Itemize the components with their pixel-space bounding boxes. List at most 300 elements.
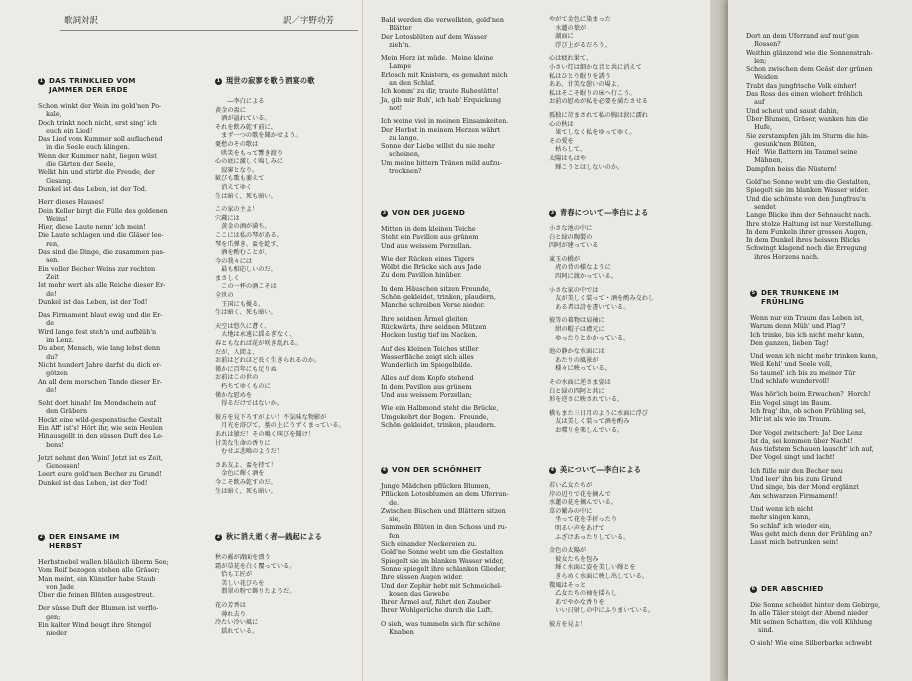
text-line: 太陽はもはや	[549, 154, 587, 162]
text-line: Über die feinen Blüten ausgestreut.	[38, 591, 155, 600]
text-line: de.	[381, 498, 400, 507]
text-line: Manche schreiben Verse nieder.	[381, 301, 486, 310]
text-line: その愛を	[549, 137, 574, 145]
text-line: Knaben	[381, 628, 414, 637]
text-line: むせぶ悲鳴のようだ！	[215, 448, 284, 456]
text-line: Hier, diese Laute nenn' ich mein!	[38, 223, 146, 232]
text-line: Seht dort hinab! Im Mondschein auf	[38, 399, 156, 408]
text-line: 友は美しく装って酒を酌み	[549, 418, 630, 426]
text-line: Welkt hin und stirbt die Freude, der	[38, 168, 155, 177]
text-line: auf	[746, 98, 765, 107]
text-line: Zu dem Pavillon hinüber.	[381, 271, 462, 280]
text-line: an den Schlaf.	[381, 79, 436, 88]
text-line: Rückwärts, ihre seidnen Mützen	[381, 322, 487, 331]
text-line: 甘美な生命の香りに	[215, 439, 271, 447]
text-line: 哄笑をもって響き渡り	[215, 149, 284, 157]
text-line: Vom Reif bezogen stehen alle Gräser;	[38, 566, 160, 575]
text-line: Dein Keller birgt die Fülle des goldenen	[38, 206, 168, 215]
text-line: Dunkel ist das Leben, ist der Tod!	[38, 478, 148, 487]
text-line: Der Lotosblüten auf dem Wasser	[381, 32, 488, 41]
text-line: Weil Kehl' und Seele voll,	[750, 360, 833, 369]
sec4-german-lines	[381, 482, 541, 636]
text-line: So taumel' ich bis zu meiner Tür	[750, 368, 856, 377]
text-line: sen.	[38, 256, 60, 265]
text-line: 坐って花を手折ったり	[549, 516, 618, 524]
text-line: 浮び上がるだろう。	[549, 41, 611, 49]
text-line: 秋の霧が湖面を漂う	[215, 554, 271, 561]
text-line: Und schlafe wundervoll!	[750, 377, 830, 386]
section-number-badge: 4	[382, 466, 387, 473]
text-line: 生は暗く、死も暗い。	[215, 487, 277, 495]
text-line: Gold'ne Sonne webt um die Gestalten	[381, 548, 504, 557]
text-line: ―李白による	[215, 98, 265, 105]
sec4-title: 4 VON DER SCHÖNHEIT	[382, 465, 482, 474]
sec1-japanese-lines	[215, 93, 355, 496]
text-line: In dem Häuschen sitzen Freunde,	[381, 284, 491, 293]
text-line: Sammeln Blüten in den Schoss und ru-	[381, 523, 508, 532]
text-line: まず一つの歌を聞かせよう。	[215, 132, 302, 140]
text-line: zieh'n.	[381, 40, 411, 49]
text-line: 私はそこそ眠りの床へ行こう。	[549, 89, 636, 97]
text-line: 輝く水面に姿を美しい輝とを	[549, 564, 636, 572]
text-line: Dunkel ist das Leben, ist der Tod.	[38, 184, 147, 193]
text-line: 月光を浴びて、墓の上にうずくまっている。	[215, 422, 345, 430]
text-line: Ein voller Becher Weins zur rechten	[38, 264, 156, 273]
text-line: Ist mehr wert als alle Reiche dieser Er-	[38, 281, 166, 290]
text-line: Bald werden die verwelkten, gold'nen	[381, 16, 504, 24]
text-line: mehr singen kann,	[750, 513, 811, 522]
text-line: götzen	[38, 369, 68, 378]
text-line: 琴を爪弾き、盃を乾す、	[215, 240, 283, 248]
section-number-badge: 2	[39, 533, 44, 540]
header-left: 歌詞対訳	[64, 16, 99, 26]
section-number-badge: 5	[751, 289, 756, 296]
text-line: いい日射しの中にふりまいている。	[549, 607, 655, 615]
sec1-title: 1 DAS TRINKLIED VOM JAMMER DER ERDE	[39, 76, 136, 94]
text-line: ren,	[38, 239, 60, 248]
text-line: Mitten in dem kleinen Teiche	[381, 225, 476, 233]
text-line: Der süsse Duft der Blumen ist verflo-	[38, 604, 159, 613]
text-line: 明るい声をあげて	[549, 524, 605, 532]
text-line: 歓びも歌も萎えて	[215, 175, 265, 183]
text-line: ここには私の琴がある。	[215, 231, 284, 239]
text-line: Ein Aff' ist's! Hört ihr, wie sein Heulen	[38, 423, 163, 432]
text-line: この家の主よ！	[215, 206, 259, 214]
text-line: in die Seele euch klingen.	[38, 143, 130, 152]
text-line: 大地は永遠に揺るぎなく、	[215, 331, 296, 339]
text-line: Gesang.	[38, 176, 73, 185]
text-line: 最も相応しいのだ。	[215, 266, 277, 274]
text-line: Dort an dem Uferrand auf mut'gen	[746, 32, 860, 40]
text-line: 四阿に渡かっている。	[549, 272, 618, 280]
text-line: 今こそ飲み乾すのだ。	[215, 478, 277, 486]
text-line: kosen das Gewebe	[381, 589, 450, 598]
sec6-title: 6 DER ABSCHIED	[751, 584, 824, 593]
text-line: Mähnen,	[746, 156, 783, 165]
text-line: Wunderlich im Spiegelbilde.	[381, 361, 473, 370]
text-line: まさしく	[215, 274, 240, 282]
text-line: Wie der Rücken eines Tigers	[381, 254, 475, 263]
continued-german	[381, 16, 541, 175]
text-line: Genossen!	[38, 462, 81, 471]
text-line: 輝こうとはしないのか。	[549, 163, 624, 171]
section-number-badge: 6	[751, 585, 756, 592]
text-line: 湖面に	[549, 33, 574, 41]
text-line: 天空は悠久に蒼く、	[215, 322, 271, 330]
text-line: 金色の太陽が	[549, 547, 587, 555]
text-line: 四阿が建っている	[549, 242, 599, 250]
text-line: Herbstnebel wallen bläulich überm See;	[38, 558, 169, 566]
text-line: len;	[746, 56, 767, 65]
sec2-japanese	[215, 532, 355, 636]
text-line: Doch trinkt noch nicht, erst sing' ich	[38, 118, 157, 127]
text-line: Sie zerstampfen jäh im Sturm die hin-	[746, 131, 870, 140]
text-line: euch ein Lied!	[38, 126, 93, 135]
text-line: Und wenn ich nicht	[750, 504, 814, 513]
text-line: 寂寥となり。	[215, 166, 259, 174]
text-line: 形を逆さに映されている。	[549, 396, 624, 404]
text-line: Sich einander Neckereien zu.	[381, 540, 477, 549]
text-line: Warum denn Müh' und Plag'?	[750, 322, 846, 331]
text-line: Wenn der Kummer naht, liegen wüst	[38, 151, 157, 160]
text-line: 水蓮の葉が	[549, 24, 587, 32]
text-line: Über Blumen, Gräser, wanken hin die	[746, 114, 869, 123]
text-line: Dampfen heiss die Nüstern!	[746, 164, 837, 173]
text-line: Gold'ne Sonne webt um die Gestalten,	[746, 178, 871, 187]
text-line: 小さな池の中に	[549, 225, 593, 232]
text-line: Weins!	[38, 214, 68, 223]
section-number-badge: 3	[550, 209, 555, 216]
text-line: von Jade	[38, 582, 74, 591]
sec4-jp-title: 4 美について―李白による	[550, 465, 642, 474]
text-line: im Lenz.	[38, 336, 74, 345]
section-number-badge: 1	[216, 77, 221, 84]
text-line: de	[38, 319, 54, 328]
text-line: 枯らして、	[549, 146, 587, 154]
sec2-german	[38, 532, 206, 638]
sec1-japanese	[215, 76, 355, 496]
text-line: 霜が草花を白く覆っている。	[215, 562, 296, 570]
text-line: さあ友よ、盃を持て！	[215, 461, 277, 469]
text-line: Pflücken Lotosblumen an dem Uferran-	[381, 490, 509, 499]
text-line: 白と緑の陶製の	[549, 233, 593, 241]
text-line: 私はひとり眠りを誘う	[549, 72, 611, 80]
text-line: 乙女たちの袖を揺らし	[549, 590, 618, 598]
text-line: scheinen,	[381, 150, 420, 159]
text-line: Weithin glänzend wie die Sonnenstrah-	[746, 48, 873, 57]
sec1-jp-title: 1 現世の寂寥を歌う酒宴の歌	[216, 76, 315, 85]
text-line: 紺の帽子は襟元に	[549, 325, 605, 333]
text-line: Schwingt klagend noch die Erregung	[746, 244, 867, 253]
sec3-japanese	[549, 208, 699, 435]
text-line: Wenn nur ein Traum das Leben ist,	[750, 314, 864, 322]
text-line: Und wenn ich nicht mehr trinken kann,	[750, 352, 878, 361]
text-line: nieder	[38, 629, 67, 638]
sec6-german	[750, 584, 910, 647]
text-line: Ich fülle mir den Becher neu	[750, 466, 843, 475]
sec3-jp-title: 3 青春について―李白による	[550, 208, 649, 217]
text-line: Das sind die Dinge, die zusammen pas-	[38, 248, 165, 257]
text-line: Und leer' ihn bis zum Grund	[750, 475, 842, 484]
text-line: 彼方を見下ろすがよい！不気味な物影が	[215, 413, 327, 421]
page-right	[728, 0, 912, 681]
text-line: Jetzt nehmt den Wein! Jetzt ist es Zeit,	[38, 453, 163, 462]
text-line: Mir ist als wie im Traum.	[750, 415, 832, 424]
text-line: Sonne spiegelt ihre schlanken Glieder,	[381, 564, 506, 573]
text-line: Die Laute schlagen und die Gläser lee-	[38, 231, 164, 240]
text-line: 全世の	[215, 292, 234, 300]
text-line: お前の慰めが私を必要を満たさせる	[549, 98, 648, 106]
text-line: In dem Funkeln ihrer grossen Augen,	[746, 227, 868, 236]
text-line: 虎の背の様なように	[549, 264, 611, 272]
text-line: Ihrer Wohlgerüche durch die Luft.	[381, 606, 493, 615]
header-right: 訳／宇野功芳	[283, 16, 335, 26]
text-line: Ihre stolze Haltung ist nur Verstellung.	[746, 219, 873, 228]
text-line: 彼女たちを包み	[549, 555, 599, 563]
text-line: 金色に輝く酒を	[215, 470, 265, 478]
text-line: Schön gekleidet, trinken, plaudern.	[381, 420, 496, 429]
text-line: 揺れている。	[215, 627, 259, 635]
text-line: 穴蔵には	[215, 214, 240, 222]
text-line: Trabt das jungfrische Volk einher!	[746, 81, 857, 90]
text-line: Der Vogel singt und lacht!	[750, 453, 835, 462]
text-line: 酒が溢れている。	[215, 115, 271, 123]
text-line: 池の静かな水面には	[549, 348, 605, 356]
continued-german-lines	[381, 16, 541, 175]
text-line: Schon zwischen dem Geäst der grünen	[746, 65, 873, 74]
text-line: die Gärten der Seele,	[38, 160, 116, 169]
text-line: あたりの風景が	[549, 356, 599, 364]
text-line: Steht ein Pavillon aus grünem	[381, 233, 479, 242]
text-line: 花の芳香は	[215, 601, 246, 609]
text-line: Ein Vogel singt im Baum.	[750, 398, 832, 407]
text-line: 小さい灯は細かな音と共に消えて	[549, 63, 642, 71]
text-line: zu lange.	[381, 133, 419, 142]
text-line: Weiden	[746, 73, 778, 82]
section-number-badge: 1	[39, 77, 44, 84]
text-line: 僅かな慰めを	[215, 391, 253, 399]
text-line: Mein Herz ist müde. Meine kleine	[381, 54, 494, 63]
text-line: Schön gekleidet, trinken, plaudern,	[381, 293, 496, 302]
text-line: 東玉の橋が	[549, 255, 580, 263]
text-line: In alle Täler steigt der Abend nieder	[750, 609, 869, 618]
text-line: 友が美しく装って・酒を酌み交わし	[549, 295, 655, 303]
text-line: Was hör'ich beim Erwachen? Horch!	[750, 390, 871, 399]
text-line: 心の秋は	[549, 120, 574, 128]
text-line: その水面に逆さま姿は	[549, 378, 611, 386]
section-number-badge: 3	[382, 209, 387, 216]
text-line: de!	[38, 289, 57, 298]
text-line: Dunkel ist das Leben, ist der Tod!	[38, 297, 148, 306]
header-rule	[60, 30, 358, 31]
text-line: Herr dieses Hauses!	[38, 198, 105, 207]
text-line: Das Ross des einen wiehert fröhlich	[746, 90, 863, 99]
text-line: Alles auf dem Kopfe stehend	[381, 374, 474, 383]
text-line: 恰も工匠が	[215, 571, 253, 579]
page-left	[0, 0, 362, 681]
text-line: Der Herbst in meinem Herzen währt	[381, 125, 501, 134]
text-line: Aus tiefstem Schauen lauscht' ich auf,	[750, 445, 874, 454]
text-line: 薄れ去り	[215, 610, 246, 618]
text-line: それを飲み乾す前に、	[215, 123, 277, 131]
text-line: Und der Zephir hebt mit Schmeichel-	[381, 581, 503, 590]
text-line: 彼方を見よ！	[549, 620, 587, 628]
text-line: sendet	[746, 202, 776, 211]
text-line: お喋りを楽しんでいる。	[549, 426, 624, 434]
text-line: Man meint, ein Künstler habe Staub	[38, 574, 156, 583]
text-line: Du aber, Mensch, wie lang lebst denn	[38, 344, 161, 353]
text-line: sie,	[381, 515, 401, 524]
sec5-german-lines	[750, 314, 910, 546]
sec4-japanese	[549, 465, 699, 630]
sec2-title: 2 DER EINSAME IM HERBST	[39, 532, 120, 550]
text-line: 春ともなれば花が咲き乱れる。	[215, 340, 302, 348]
text-line: Lampe	[381, 62, 412, 71]
text-line: Zwischen Büschen und Blättern sitzen	[381, 506, 506, 515]
text-line: 橋もまた三日月のように水面に浮び	[549, 409, 648, 417]
text-line: お前はこの世の	[215, 374, 259, 382]
section-number-badge: 2	[216, 533, 221, 540]
text-line: Und scheut und saust dahin,	[746, 106, 839, 115]
sec4-german	[381, 465, 541, 636]
binding-gutter	[710, 0, 728, 681]
text-line: 水蓮の花を摘んでいる。	[549, 499, 618, 507]
text-line: あれは猿だ！その鳴く叫びを聞け！	[215, 430, 314, 438]
sec3-japanese-lines	[549, 225, 699, 435]
text-line: Junge Mädchen pflücken Blumen,	[381, 482, 491, 490]
text-line: 酒を酌むことが、	[215, 249, 271, 257]
text-line: 心の底に激しく嗚しみに	[215, 158, 284, 166]
text-line: Ist da, sei kommen über Nacht!	[750, 436, 853, 445]
text-line: den Gräbern	[38, 407, 88, 416]
text-line: Und aus weissem Porzellan.	[381, 241, 472, 250]
text-line: Spiegelt sie im blanken Wasser wider,	[381, 556, 504, 565]
text-line: In dem Dunkel ihres heissen Blicks	[746, 236, 860, 245]
text-line: Hocken lustig tief im Nacken.	[381, 331, 478, 340]
text-line: Den ganzen, lieben Tag!	[750, 338, 829, 347]
text-line: 消えてゆく	[215, 183, 253, 191]
text-line: だが、人間よ、	[215, 348, 259, 356]
text-line: ある者は詩を書いている。	[549, 303, 630, 311]
text-line: O sieh, was tummeln sich für schöne	[381, 619, 501, 628]
text-line: 草の繁みの中に	[549, 507, 593, 515]
sec2-german-lines	[38, 558, 206, 638]
text-line: Erlosch mit Knistern, es gemahnt mich	[381, 70, 508, 79]
section-number-badge: 4	[550, 466, 555, 473]
text-line: Zeit	[38, 272, 59, 281]
text-line: Wie ein Halbmond steht die Brücke,	[381, 404, 499, 413]
text-line: 美しい花びらを	[215, 579, 265, 587]
text-line: trocknen?	[381, 167, 422, 176]
text-line: 彼等の着物は肩袖に	[549, 317, 605, 325]
text-line: Und die schönste von den Jungfrau'n	[746, 194, 866, 203]
text-line: sind.	[750, 625, 774, 634]
text-line: 心は疲れ果て、	[549, 55, 593, 63]
text-line: Das Lied vom Kummer soll auflachend	[38, 135, 163, 144]
text-line: 様々に映っている。	[549, 365, 611, 373]
text-line: Um meine bittern Tränen mild aufzu-	[381, 158, 502, 167]
text-line: 黄金の盃に	[215, 106, 246, 114]
text-line: ふざけあったりしている。	[549, 533, 630, 541]
text-line: Hei! Wie flattern im Taumel seine	[746, 148, 858, 157]
text-line: 生は暗く、死も暗い。	[215, 309, 277, 317]
text-line: Ich trinke, bis ich nicht mehr kann,	[750, 330, 865, 339]
text-line: Leert eure gold'nen Becher zu Grund!	[38, 470, 162, 479]
text-line: 孤独に苛まされて私の胸は涙に濡れ	[549, 111, 648, 119]
text-line: Nicht hundert Jahre darfst du dich er-	[38, 360, 162, 369]
text-line: お前はどれほど長く生きられるのか。	[215, 357, 321, 365]
text-line: kale,	[38, 110, 62, 119]
text-line: 憂愁のその歌は	[215, 140, 259, 148]
text-line: fen	[381, 531, 400, 540]
text-line: Ihrer Ärmel auf, führt den Zauber	[381, 598, 491, 607]
text-line: Umgekehrt der Bogen. Freunde,	[381, 412, 489, 421]
text-line: 若い乙女たちが	[549, 482, 593, 489]
continued-german-right	[746, 32, 910, 261]
text-line: Was geht mich denn der Frühling an?	[750, 529, 873, 538]
text-line: 王国にも優る、	[215, 300, 265, 308]
text-line: Mit seinen Schatten, die voll Kühlung	[750, 617, 873, 626]
text-line: Und aus weissem Porzellan;	[381, 391, 472, 400]
text-line: Schon winkt der Wein im gold'nen Po-	[38, 102, 162, 110]
sec2-jp-title: 2 秋に消え逝く者―銭起による	[216, 532, 323, 541]
sec5-german	[750, 288, 910, 546]
text-line: ああ、甘美な憩いの場よ、	[549, 81, 624, 89]
continued-japanese	[549, 16, 699, 172]
text-line: Und singe, bis der Mond erglänzt	[750, 483, 859, 492]
text-line: Der Vogel zwitschert: Ja! Der Lenz	[750, 428, 863, 437]
sec6-german-lines	[750, 601, 910, 647]
text-line: この一杯の酒こそは	[215, 283, 277, 291]
text-line: 岸の辺りで花を摘んで	[549, 490, 611, 498]
text-line: In dem Pavillon aus grünem	[381, 382, 472, 391]
text-line: Lasst mich betrunken sein!	[750, 538, 839, 547]
text-line: Ihre süssen Augen wider.	[381, 573, 463, 582]
sec1-german-lines	[38, 102, 206, 487]
text-line: Wölbt die Brücke sich aus Jade	[381, 263, 482, 272]
sec3-title: 3 VON DER JUGEND	[382, 208, 466, 217]
text-line: Ein kalter Wind beugt ihre Stengel	[38, 621, 152, 630]
text-line: An all dem morschen Tande dieser Er-	[38, 377, 163, 386]
text-line: Ich frag' ihn, ob schon Frühling sei,	[750, 406, 866, 415]
text-line: やがて金色に染まった	[549, 16, 611, 23]
text-line: 生は暗く、死も暗い。	[215, 192, 277, 200]
text-line: あでやかな香りを	[549, 598, 605, 606]
text-line: Blätter	[381, 24, 412, 33]
text-line: gen;	[38, 612, 61, 621]
text-line: 微風はそっと	[549, 581, 587, 589]
text-line: きらめく水面に映し出している。	[549, 572, 648, 580]
text-line: Hinausgellt in den süssen Duft des Le-	[38, 432, 164, 441]
text-line: Hufe,	[746, 123, 772, 132]
text-line: Ja, gib mir Ruh', ich hab' Erquickung	[381, 95, 502, 104]
sec3-german-lines	[381, 225, 541, 429]
continued-japanese-lines	[549, 16, 699, 172]
text-line: 果てしなく私をゆってゆく。	[549, 129, 636, 137]
text-line: Das Firmament blaut ewig und die Er-	[38, 311, 163, 320]
sec4-japanese-lines	[549, 482, 699, 630]
text-line: Die Sonne scheidet hinter dem Gebirge,	[750, 601, 881, 609]
text-line: gesunk'nen Blüten,	[746, 139, 817, 148]
text-line: 小さな家の中では	[549, 286, 599, 294]
text-line: Sonne der Liebe willst du nie mehr	[381, 142, 495, 151]
text-line: bens!	[38, 440, 64, 449]
text-line: 朽ちてゆくものに	[215, 383, 271, 390]
text-line: 得るだけではないか。	[215, 400, 284, 408]
page-middle	[362, 0, 711, 681]
sec1-german	[38, 76, 206, 487]
text-line: Wird lange fest steh'n und aufblüh'n	[38, 327, 157, 336]
